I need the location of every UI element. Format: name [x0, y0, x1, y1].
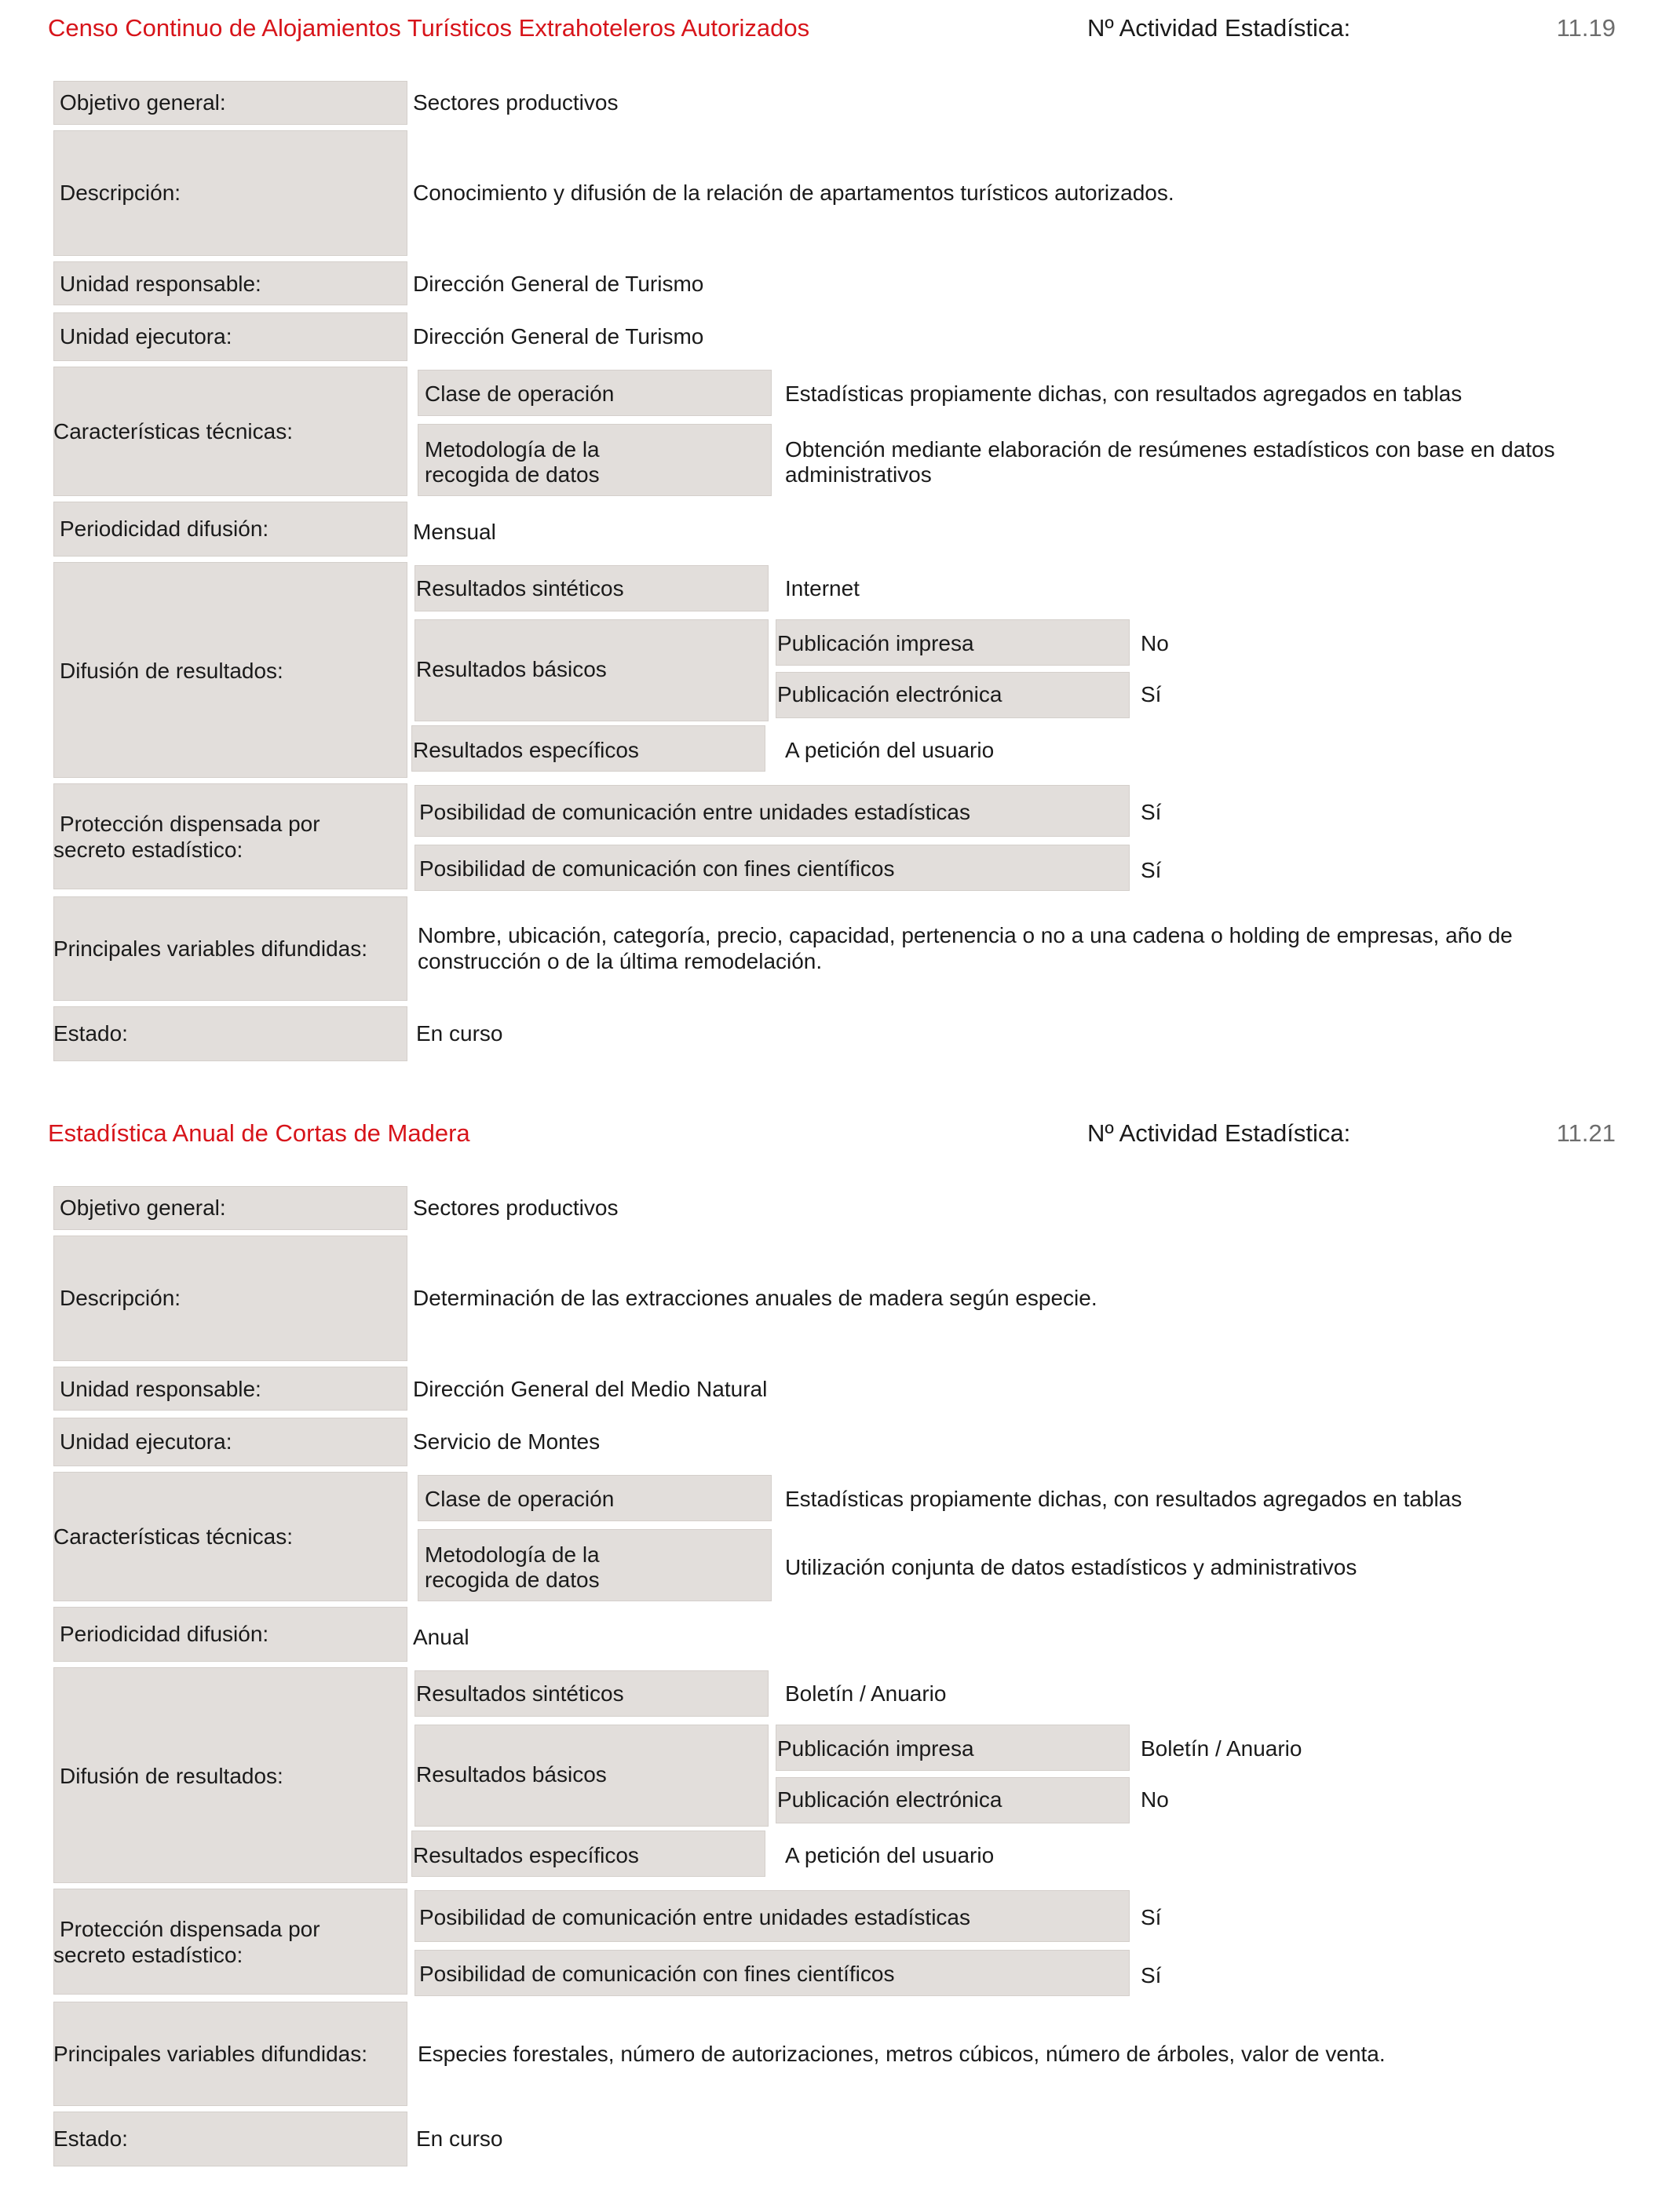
- unidad-responsable-value: Dirección General de Turismo: [413, 272, 704, 296]
- difusion-label: Difusión de resultados:: [60, 659, 283, 683]
- electronica-value: No: [1141, 1787, 1169, 1812]
- sinteticos-label: Resultados sintéticos: [416, 1681, 624, 1706]
- caracteristicas-label: Características técnicas:: [53, 419, 293, 443]
- com-cientificos-label: Posibilidad de comunicación con fines científicos: [419, 1962, 895, 1986]
- com-cientificos-value: Sí: [1141, 858, 1162, 882]
- estado-value: En curso: [416, 1021, 503, 1046]
- com-cientificos-label: Posibilidad de comunicación con fines científicos: [419, 856, 895, 881]
- proteccion-label-line1: Protección dispensada por: [60, 812, 320, 836]
- sinteticos-value: Boletín / Anuario: [785, 1681, 947, 1706]
- unidad-ejecutora-label: Unidad ejecutora:: [60, 324, 232, 349]
- activity-title: Censo Continuo de Alojamientos Turísticos Extrahoteleros Autorizados: [48, 14, 810, 42]
- especificos-value: A petición del usuario: [785, 1843, 995, 1867]
- proteccion-label-line1: Protección dispensada por: [60, 1917, 320, 1941]
- variables-label: Principales variables difundidas:: [53, 2042, 367, 2066]
- metodologia-label-line2: recogida de datos: [425, 462, 600, 487]
- objetivo-label: Objetivo general:: [60, 1195, 226, 1220]
- electronica-label: Publicación electrónica: [777, 682, 1002, 706]
- clase-operacion-value: Estadísticas propiamente dichas, con resultados agregados en tablas: [785, 1487, 1463, 1511]
- metodologia-label-line1: Metodología de la: [425, 437, 600, 462]
- activity-card-11-21: [0, 1105, 1669, 2212]
- estado-label: Estado:: [53, 1021, 128, 1046]
- variables-value-line1: Especies forestales, número de autorizaciones, metros cúbicos, número de árboles, valor de venta.: [418, 2042, 1386, 2066]
- objetivo-value: Sectores productivos: [413, 1195, 619, 1220]
- variables-value-line2: construcción o de la última remodelación.: [418, 949, 823, 973]
- metodologia-label-line1: Metodología de la: [425, 1542, 600, 1567]
- activity-number: 11.19: [1556, 14, 1616, 42]
- clase-operacion-value: Estadísticas propiamente dichas, con resultados agregados en tablas: [785, 381, 1463, 406]
- especificos-value: A petición del usuario: [785, 738, 995, 762]
- especificos-label: Resultados específicos: [413, 1843, 639, 1867]
- variables-value-line1: Nombre, ubicación, categoría, precio, capacidad, pertenencia o no a una cadena o holding de empresas, año de: [418, 923, 1513, 947]
- impresa-label: Publicación impresa: [777, 1736, 974, 1761]
- impresa-label: Publicación impresa: [777, 631, 974, 655]
- descripcion-label: Descripción:: [60, 181, 181, 205]
- periodicidad-label: Periodicidad difusión:: [60, 516, 269, 541]
- com-unidades-label: Posibilidad de comunicación entre unidades estadísticas: [419, 800, 970, 824]
- impresa-value: Boletín / Anuario: [1141, 1736, 1302, 1761]
- unidad-responsable-label: Unidad responsable:: [60, 272, 261, 296]
- descripcion-value: Determinación de las extracciones anuales de madera según especie.: [413, 1286, 1097, 1310]
- impresa-value: No: [1141, 631, 1169, 655]
- sinteticos-label: Resultados sintéticos: [416, 576, 624, 600]
- unidad-responsable-value: Dirección General del Medio Natural: [413, 1377, 768, 1401]
- unidad-ejecutora-value: Servicio de Montes: [413, 1429, 601, 1454]
- clase-operacion-label: Clase de operación: [425, 1487, 615, 1511]
- metodologia-value-line1: Utilización conjunta de datos estadísticos y administrativos: [785, 1555, 1357, 1579]
- variables-label: Principales variables difundidas:: [53, 936, 367, 961]
- estado-label: Estado:: [53, 2126, 128, 2151]
- proteccion-label-line2: secreto estadístico:: [53, 838, 243, 862]
- basicos-label: Resultados básicos: [416, 1762, 607, 1787]
- objetivo-value: Sectores productivos: [413, 90, 619, 115]
- difusion-label: Difusión de resultados:: [60, 1764, 283, 1788]
- periodicidad-value: Anual: [413, 1625, 469, 1649]
- descripcion-value: Conocimiento y difusión de la relación de apartamentos turísticos autorizados.: [413, 181, 1174, 205]
- com-cientificos-value: Sí: [1141, 1963, 1162, 1988]
- clase-operacion-label: Clase de operación: [425, 381, 615, 406]
- metodologia-label-line2: recogida de datos: [425, 1568, 600, 1592]
- especificos-label: Resultados específicos: [413, 738, 639, 762]
- activity-number-label: Nº Actividad Estadística:: [1087, 1119, 1351, 1147]
- com-unidades-label: Posibilidad de comunicación entre unidades estadísticas: [419, 1905, 970, 1929]
- objetivo-label: Objetivo general:: [60, 90, 226, 115]
- electronica-value: Sí: [1141, 682, 1162, 706]
- activity-number: 11.21: [1556, 1119, 1616, 1147]
- com-unidades-value: Sí: [1141, 1905, 1162, 1929]
- sinteticos-value: Internet: [785, 576, 860, 600]
- unidad-ejecutora-value: Dirección General de Turismo: [413, 324, 704, 349]
- caracteristicas-label: Características técnicas:: [53, 1524, 293, 1549]
- electronica-label: Publicación electrónica: [777, 1787, 1002, 1812]
- basicos-label: Resultados básicos: [416, 657, 607, 681]
- periodicidad-label: Periodicidad difusión:: [60, 1622, 269, 1646]
- unidad-responsable-label: Unidad responsable:: [60, 1377, 261, 1401]
- metodologia-value-line1: Obtención mediante elaboración de resúmenes estadísticos con base en datos: [785, 437, 1555, 462]
- com-unidades-value: Sí: [1141, 800, 1162, 824]
- descripcion-label: Descripción:: [60, 1286, 181, 1310]
- estado-value: En curso: [416, 2126, 503, 2151]
- periodicidad-value: Mensual: [413, 520, 496, 544]
- proteccion-label-line2: secreto estadístico:: [53, 1943, 243, 1967]
- unidad-ejecutora-label: Unidad ejecutora:: [60, 1429, 232, 1454]
- metodologia-value-line2: administrativos: [785, 462, 932, 487]
- activity-title: Estadística Anual de Cortas de Madera: [48, 1119, 470, 1147]
- activity-number-label: Nº Actividad Estadística:: [1087, 14, 1351, 42]
